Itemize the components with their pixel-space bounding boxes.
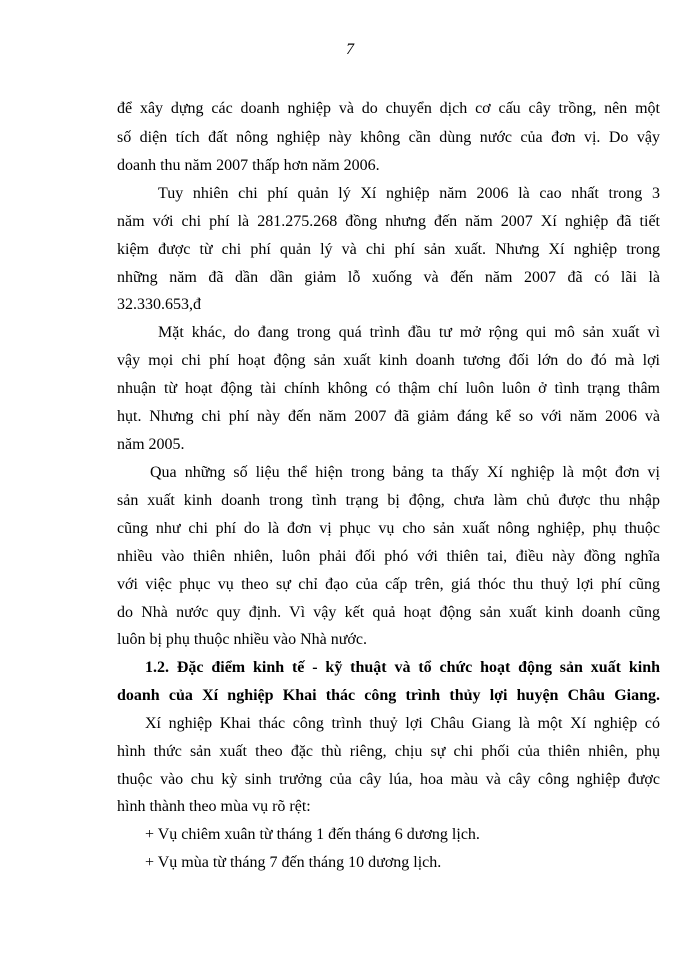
section-heading: 1.2. Đặc điểm kinh tế - kỹ thuật và tổ chức hoạt động sản xuất kinh bbox=[145, 659, 660, 676]
list-item: + Vụ mùa từ tháng 7 đến tháng 10 dương lịch. bbox=[145, 854, 442, 871]
text-line: Mặt khác, do đang trong quá trình đầu tư mở rộng qui mô sản xuất vì bbox=[158, 324, 660, 341]
text-line: những năm đã dần dần giảm lỗ xuống và đến năm 2007 đã có lãi là bbox=[117, 269, 660, 286]
text-line: doanh thu năm 2007 thấp hơn năm 2006. bbox=[117, 157, 380, 174]
text-line: năm với chi phí là 281.275.268 đồng nhưng đến năm 2007 Xí nghiệp đã tiết bbox=[117, 213, 660, 230]
text-line: sản xuất kinh doanh trong tình trạng bị động, chưa làm chủ được thu nhập bbox=[117, 492, 660, 509]
text-line: cũng như chi phí do là đơn vị phục vụ cho sản xuất nông nghiệp, phụ thuộc bbox=[117, 520, 660, 537]
text-line: Qua những số liệu thể hiện trong bảng ta thấy Xí nghiệp là một đơn vị bbox=[150, 464, 660, 481]
text-line: hụt. Nhưng chi phí này đến năm 2007 đã giảm đáng kể so với năm 2006 và bbox=[117, 408, 660, 425]
text-line: do Nhà nước quy định. Vì vậy kết quả hoạt động sản xuất kinh doanh cũng bbox=[117, 604, 660, 621]
text-line: Tuy nhiên chi phí quản lý Xí nghiệp năm 2006 là cao nhất trong 3 bbox=[158, 185, 660, 202]
list-item: + Vụ chiêm xuân từ tháng 1 đến tháng 6 dương lịch. bbox=[145, 826, 480, 843]
section-heading: doanh của Xí nghiệp Khai thác công trình thủy lợi huyện Châu Giang. bbox=[117, 687, 660, 704]
text-line: kiệm được từ chi phí quản lý và chi phí sản xuất. Nhưng Xí nghiệp trong bbox=[117, 241, 660, 258]
text-line: 32.330.653,đ bbox=[117, 296, 201, 313]
page-number: 7 bbox=[346, 41, 354, 58]
text-line: để xây dựng các doanh nghiệp và do chuyển dịch cơ cấu cây trồng, nên một bbox=[117, 100, 660, 117]
text-line: vậy mọi chi phí hoạt động sản xuất kinh doanh tương đối lớn do đó mà lợi bbox=[117, 352, 660, 369]
text-line: hình thành theo mùa vụ rõ rệt: bbox=[117, 798, 311, 815]
text-line: số diện tích đất nông nghiệp này không cần dùng nước của đơn vị. Do vậy bbox=[117, 129, 660, 146]
text-line: nhiều vào thiên nhiên, luôn phải đối phó với thiên tai, điều này đồng nghĩa bbox=[117, 548, 660, 565]
text-line: năm 2005. bbox=[117, 436, 185, 453]
text-line: hình thức sản xuất theo đặc thù riêng, chịu sự chi phối của thiên nhiên, phụ bbox=[117, 743, 660, 760]
text-line: Xí nghiệp Khai thác công trình thuỷ lợi Châu Giang là một Xí nghiệp có bbox=[145, 715, 660, 732]
text-line: nhuận từ hoạt động tài chính không có thậm chí luôn luôn ở tình trạng thâm bbox=[117, 380, 660, 397]
text-line: thuộc vào chu kỳ sinh trưởng của cây lúa, hoa màu và cây công nghiệp được bbox=[117, 771, 660, 788]
text-line: luôn bị phụ thuộc nhiều vào Nhà nước. bbox=[117, 631, 367, 648]
text-line: với việc phục vụ theo sự chỉ đạo của cấp trên, giá thóc thu thuỷ lợi phí cũng bbox=[117, 576, 660, 593]
